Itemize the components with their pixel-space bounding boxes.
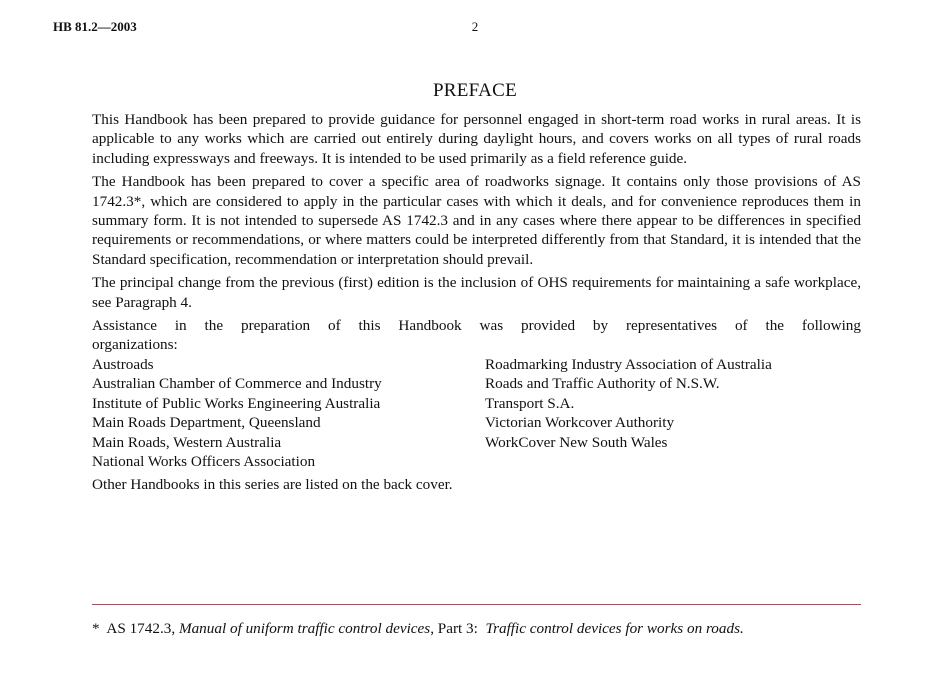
organization-item: Australian Chamber of Commerce and Industry xyxy=(92,375,382,393)
closing-note: Other Handbooks in this series are listed on the back cover. xyxy=(92,476,453,494)
preface-body xyxy=(92,110,861,499)
footnote xyxy=(92,620,872,638)
organization-item: Main Roads Department, Queensland xyxy=(92,414,321,432)
organizations-list xyxy=(92,355,861,471)
footnote-part: , Part 3: xyxy=(430,620,478,637)
footnote-divider xyxy=(92,604,861,605)
organizations-left-column xyxy=(92,355,485,471)
organization-item: Main Roads, Western Australia xyxy=(92,433,282,451)
document-code: HB 81.2—2003 xyxy=(53,19,137,34)
organization-item: Roads and Traffic Authority of N.S.W. xyxy=(485,375,720,393)
organization-item: WorkCover New South Wales xyxy=(485,433,668,451)
assistance-intro: Assistance in the preparation of this Handbook was provided by representatives of the following xyxy=(92,317,861,335)
footnote-standard: AS 1742.3, xyxy=(106,620,176,637)
organization-item: Austroads xyxy=(92,355,154,373)
organization-item: Roadmarking Industry Association of Australia xyxy=(485,355,772,373)
organization-item: Institute of Public Works Engineering Australia xyxy=(92,394,381,412)
organizations-right-column xyxy=(485,355,861,471)
paragraph-changes: The principal change from the previous (first) edition is the inclusion of OHS requirements for maintaining a safe workplace, see Paragraph 4. xyxy=(92,274,861,311)
organization-item: Victorian Workcover Authority xyxy=(485,414,675,432)
organization-item: National Works Officers Association xyxy=(92,452,316,470)
footnote-title: Manual of uniform traffic control devices xyxy=(178,620,431,637)
paragraph-scope: The Handbook has been prepared to cover a specific area of roadworks signage. It contains only those provisions of AS 1742.3*, which are considered to apply in the particular cases with which it deals, and for convenience reproduces them in summary form. It is not intended to supersede AS 1742.3 and in any cases where there appear to be differences in specified requirements or recommendations, or where matters could be interpreted differently from that Standard, it is intended that the Standard specification, recommendation or interpretation should prevail. xyxy=(92,173,861,268)
paragraph-purpose: This Handbook has been prepared to provide guidance for personnel engaged in short-term road works in rural areas. It is applicable to any works which are carried out entirely during daylight hours, and covers works on all types of rural roads including expressways and freeways. It is intended to be used primarily as a field reference guide. xyxy=(92,111,861,167)
footnote-part-title: Traffic control devices for works on roads. xyxy=(485,620,744,637)
footnote-marker: * xyxy=(92,620,100,637)
page-title: PREFACE xyxy=(432,80,518,101)
organization-item: Transport S.A. xyxy=(485,394,575,412)
assistance-intro-end: organizations: xyxy=(92,336,178,354)
page-number: 2 xyxy=(471,19,479,34)
